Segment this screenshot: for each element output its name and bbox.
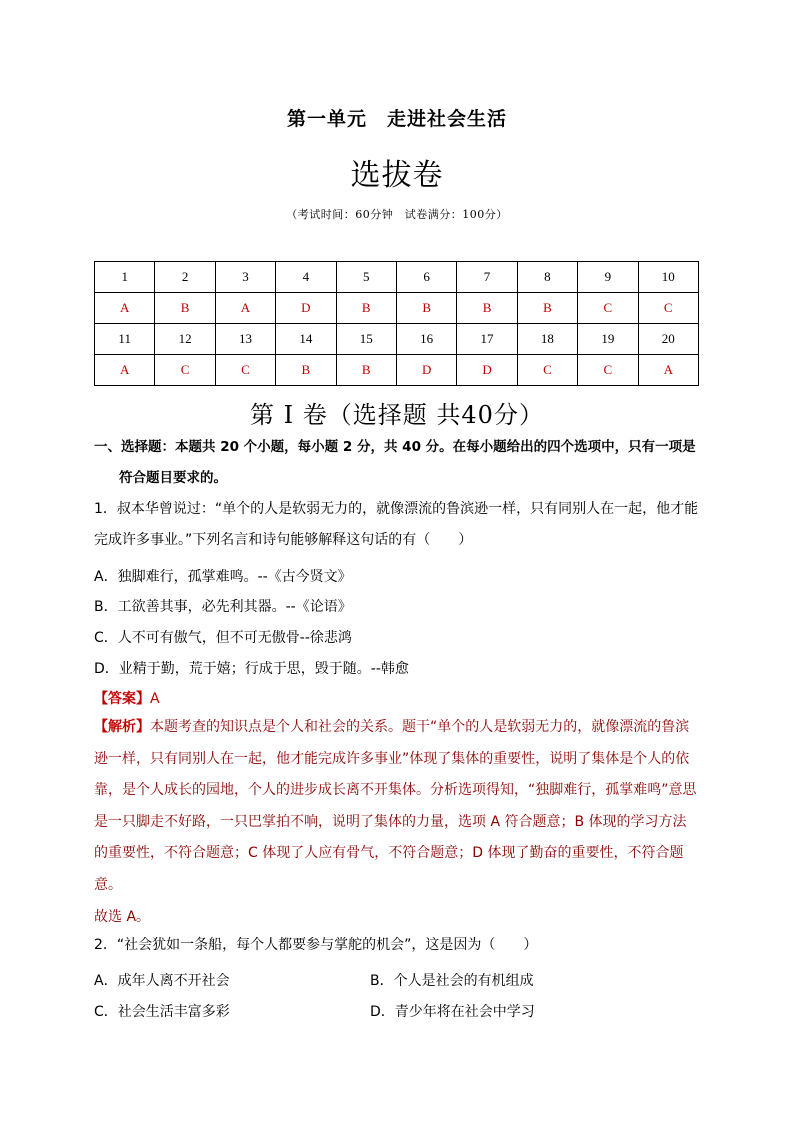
question-number-cell: 7: [457, 262, 517, 293]
answer-cell: C: [517, 355, 577, 386]
answer-number-row: [95, 262, 699, 293]
question-number-cell: 8: [517, 262, 577, 293]
question-2-option-b: B．个人是社会的有机组成: [370, 973, 534, 989]
answer-cell: B: [396, 293, 456, 324]
instructions-line-1: 一、选择题：本题共 20 个小题，每小题 2 分，共 40 分。在每小题给出的四个选项中，只有一项是: [94, 439, 696, 455]
section-instructions: [94, 432, 700, 494]
answer-cell: D: [396, 355, 456, 386]
question-number-cell: 1: [95, 262, 155, 293]
answer-cell: B: [336, 355, 396, 386]
answer-cell: A: [215, 293, 275, 324]
unit-title: 第一单元 走进社会生活: [286, 108, 507, 130]
answer-number-row: [95, 324, 699, 355]
answer-key-table: [94, 261, 699, 386]
answer-cell: C: [638, 293, 698, 324]
question-1-option-c: C．人不可有傲气，但不可无傲骨--徐悲鸿: [94, 630, 352, 646]
question-1-answer: [94, 688, 160, 708]
answer-cell: A: [638, 355, 698, 386]
question-1-analysis: [94, 712, 700, 901]
question-number-cell: 14: [276, 324, 336, 355]
question-2-option-a: A．成年人离不开社会: [94, 973, 230, 989]
question-1-stem: 1．叔本华曾说过：“单个的人是软弱无力的，就像漂流的鲁滨逊一样，只有同别人在一起，他才能完成许多事业。”下列名言和诗句能够解释这句话的有（ ）: [94, 501, 699, 548]
question-number-cell: 5: [336, 262, 396, 293]
question-1-option-a: A．独脚难行，孤掌难鸣。--《古今贤文》: [94, 569, 352, 585]
question-number-cell: 13: [215, 324, 275, 355]
question-number-cell: 16: [396, 324, 456, 355]
answer-cell: C: [155, 355, 215, 386]
answer-cell: B: [155, 293, 215, 324]
analysis-text: 本题考查的知识点是个人和社会的关系。题干“单个的人是软弱无力的，就像漂流的鲁滨逊一样，只有同别人在一起，他才能完成许多事业”体现了集体的重要性，说明了集体是个人的依靠，是个人成长的园地，个人的进步成长离不开集体。分析选项得知，“独脚难行，孤掌难鸣”意思是一只脚走不好路，一只巴掌拍不响，说明了集体的力量，选项 A 符合题意；B 体现的学习方法的重要性，不符合题意；C 体现了人应有骨气，不符合题意；D 体现了勤奋的重要性，不符合题意。: [94, 719, 697, 893]
question-1-choose: 故选 A。: [94, 909, 151, 925]
answer-value-row: [95, 355, 699, 386]
question-number-cell: 15: [336, 324, 396, 355]
question-number-cell: 3: [215, 262, 275, 293]
question-number-cell: 2: [155, 262, 215, 293]
answer-cell: C: [215, 355, 275, 386]
answer-cell: A: [95, 355, 155, 386]
answer-cell: D: [457, 355, 517, 386]
answer-cell: B: [336, 293, 396, 324]
answer-value-row: [95, 293, 699, 324]
answer-cell: A: [95, 293, 155, 324]
question-number-cell: 6: [396, 262, 456, 293]
question-number-cell: 4: [276, 262, 336, 293]
answer-cell: C: [578, 293, 638, 324]
question-number-cell: 12: [155, 324, 215, 355]
answer-cell: B: [517, 293, 577, 324]
question-2-stem: 2．“社会犹如一条船，每个人都要参与掌舵的机会”，这是因为（ ）: [94, 937, 538, 953]
answer-cell: B: [276, 355, 336, 386]
answer-value: A: [150, 691, 160, 707]
question-number-cell: 17: [457, 324, 517, 355]
exam-title: 选拔卷: [350, 158, 444, 193]
answer-label: 【答案】: [94, 691, 150, 707]
exam-info: （考试时间：60分钟 试卷满分：100分）: [286, 208, 508, 221]
question-number-cell: 20: [638, 324, 698, 355]
question-number-cell: 10: [638, 262, 698, 293]
question-1-option-d: D．业精于勤，荒于嬉；行成于思，毁于随。--韩愈: [94, 661, 409, 677]
instructions-line-2: 符合题目要求的。: [119, 470, 227, 486]
question-1-option-b: B．工欲善其事，必先利其器。--《论语》: [94, 599, 352, 615]
question-number-cell: 11: [95, 324, 155, 355]
question-number-cell: 9: [578, 262, 638, 293]
question-2-option-d: D．青少年将在社会中学习: [370, 1004, 535, 1020]
answer-cell: D: [276, 293, 336, 324]
section-title: 第 I 卷（选择题 共40分）: [250, 401, 544, 429]
analysis-label: 【解析】: [94, 719, 150, 735]
question-number-cell: 18: [517, 324, 577, 355]
question-2-option-c: C．社会生活丰富多彩: [94, 1004, 230, 1020]
question-number-cell: 19: [578, 324, 638, 355]
answer-cell: C: [578, 355, 638, 386]
answer-cell: B: [457, 293, 517, 324]
